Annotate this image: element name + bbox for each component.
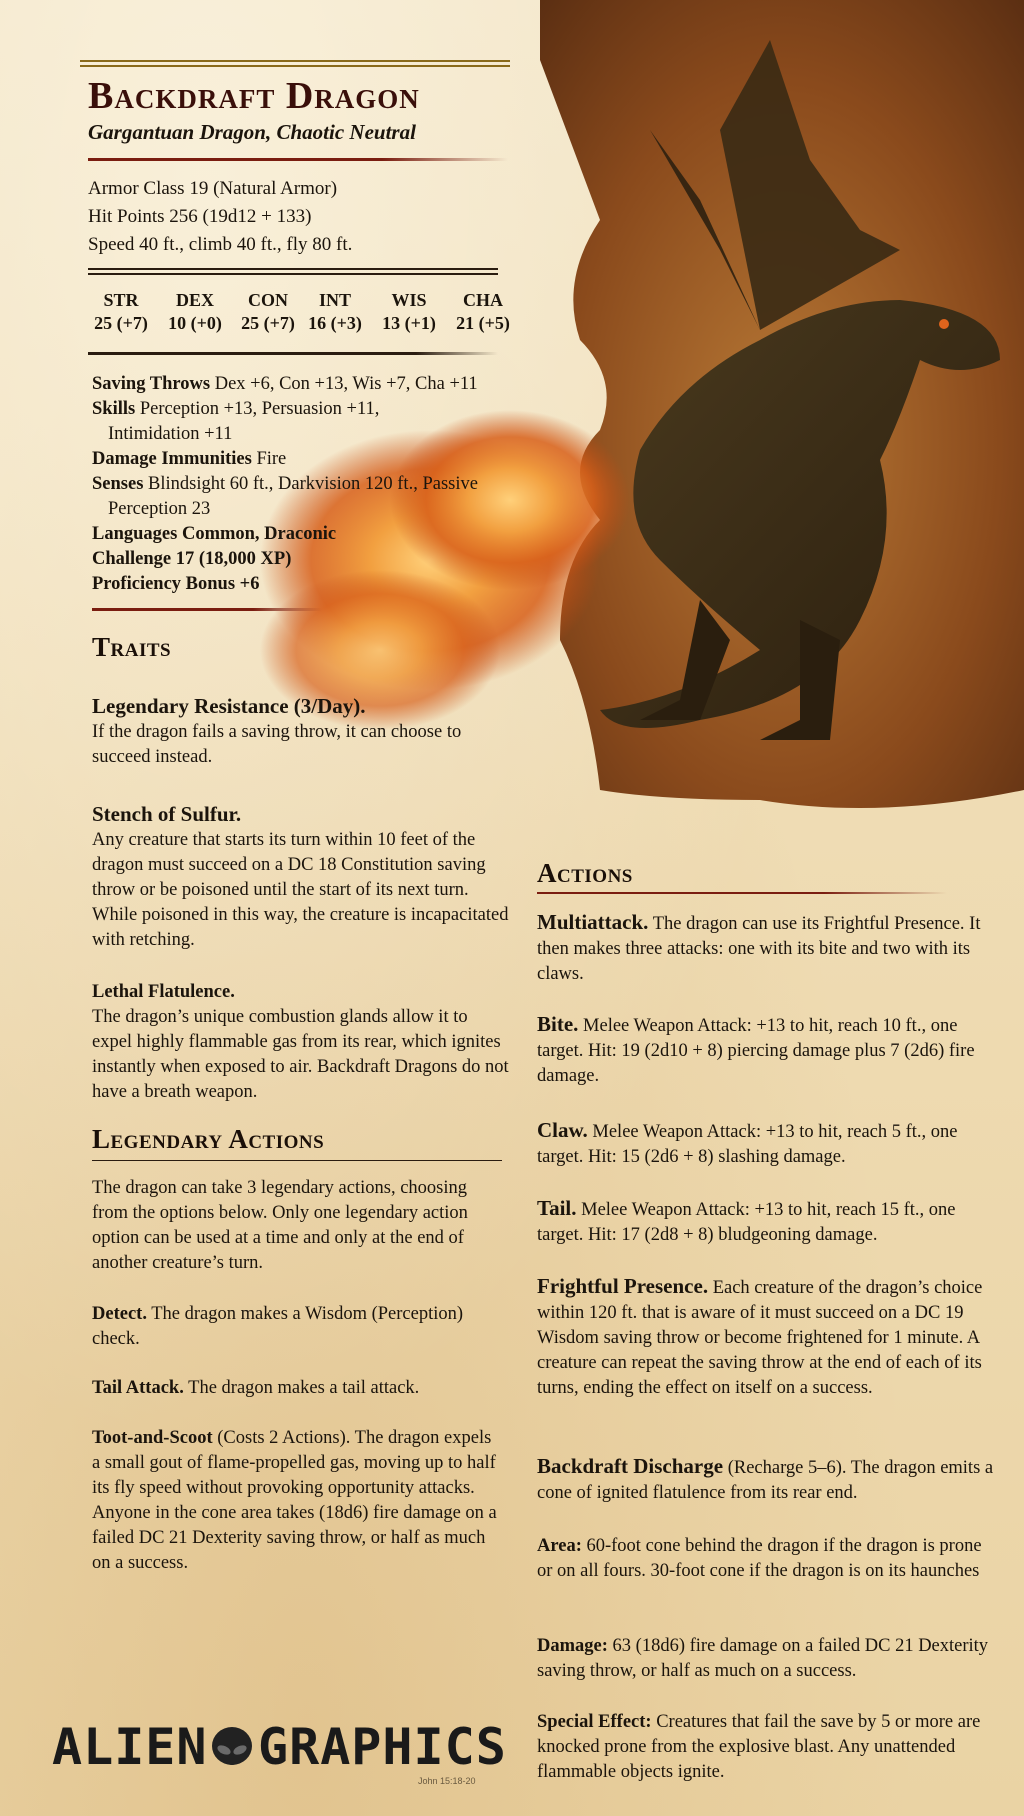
trait-name: Stench of Sulfur. [92,802,242,826]
alien-head-icon [210,1726,254,1776]
action-bite [537,1012,997,1089]
ability-rule-bottom [88,352,498,355]
action-name: Damage: [537,1636,608,1656]
traits-heading: Traits [92,632,172,662]
action-text: Melee Weapon Attack: +13 to hit, reach 5 ft., one target. Hit: 15 (2d6 + 8) slashing damage. [537,1122,958,1167]
trait-text: The dragon’s unique combustion glands allow it to expel highly flammable gas from its rear, which ignites instantly when exposed to air. Backdraft Dragons do not have a breath weapon. [92,1007,509,1102]
trait-stench-of-sulfur [92,800,512,953]
legendary-actions-heading: Legendary Actions [92,1124,325,1154]
monster-name: Backdraft Dragon [88,75,420,117]
action-text: (Recharge 5–6). The dragon emits a cone of ignited flatulence from its rear end. [537,1458,994,1503]
ability-value: 21 (+5) [456,313,510,333]
action-multiattack [537,910,997,987]
action-frightful-presence [537,1274,997,1401]
trait-lethal-flatulence [92,980,512,1105]
actions-rule [537,892,947,894]
legendary-name: Tail Attack. [92,1378,184,1398]
legendary-text: The dragon makes a tail attack. [188,1378,420,1398]
action-text: Melee Weapon Attack: +13 to hit, reach 10 ft., one target. Hit: 19 (2d10 + 8) piercing damage plus 7 (2d6) fire damage. [537,1016,975,1086]
damage-immunities [92,447,542,472]
action-name: Special Effect: [537,1712,652,1732]
header-rule-top [80,60,510,67]
action-name: Bite. [537,1012,579,1036]
skills-label: Skills [92,399,136,419]
action-text: Melee Weapon Attack: +13 to hit, reach 15 ft., one target. Hit: 17 (2d8 + 8) bludgeoning damage. [537,1200,956,1245]
ability-label: CHA [463,290,503,310]
action-text: The dragon can use its Frightful Presence. It then makes three attacks: one with its bite and two with its claws. [537,914,981,984]
saving-throws-value: Dex +6, Con +13, Wis +7, Cha +11 [214,374,478,394]
legendary-text: (Costs 2 Actions). The dragon expels a small gout of flame-propelled gas, moving up to half its fly speed without provoking opportunity attacks. Anyone in the cone area takes (18d6) fire damage on a failed DC 21 Dexterity saving throw, or half as much on a success. [92,1428,497,1573]
action-name: Frightful Presence. [537,1274,709,1298]
action-name: Claw. [537,1118,588,1142]
logo-credit: John 15:18-20 [418,1776,476,1786]
action-text: Each creature of the dragon’s choice within 120 ft. that is aware of it must succeed on a DC 19 Wisdom saving throw or become frightened for 1 minute. A creature can repeat the saving throw at the end of each of its turns, ending the effect on itself on a success. [537,1278,983,1398]
legendary-tail-attack [92,1376,512,1401]
action-text: Creatures that fail the save by 5 or more are knocked prone from the explosive blast. Any unattended flammable objects ignite. [537,1712,981,1782]
action-name: Backdraft Discharge [537,1454,724,1478]
action-tail [537,1196,997,1248]
ability-label: DEX [175,290,214,310]
ability-int [298,290,372,334]
action-name: Area: [537,1536,582,1556]
saving-throws [92,372,542,397]
action-special-effect [537,1710,997,1785]
damage-immunities-value: Fire [256,449,287,469]
action-text: 63 (18d6) fire damage on a failed DC 21 Dexterity saving throw, or half as much on a success. [537,1636,989,1681]
ability-cha [446,290,520,334]
action-area [537,1534,997,1584]
trait-text: Any creature that starts its turn within 10 feet of the dragon must succeed on a DC 18 Constitution saving throw or be poisoned until the start of its next turn. While poisoned in this way, the creature is incapacitated with retching. [92,830,509,950]
ability-value: 10 (+0) [168,313,222,333]
legendary-name: Detect. [92,1304,147,1324]
logo-text-right: GRAPHICS [258,1718,507,1776]
armor-class: Armor Class 19 (Natural Armor) [88,178,338,199]
senses-label: Senses [92,474,144,494]
ability-con [231,290,305,334]
action-claw [537,1118,997,1170]
ability-label: INT [318,290,351,310]
ability-value: 13 (+1) [382,313,436,333]
monster-type: Gargantuan Dragon, Chaotic Neutral [88,120,416,144]
ability-rule-top [88,268,498,275]
logo-text-left: ALIEN [52,1718,208,1776]
skills-value: Perception +13, Persuasion +11, Intimidation +11 [108,399,380,444]
action-name: Tail. [537,1196,577,1220]
alien-graphics-logo [52,1718,507,1788]
ability-label: STR [103,290,139,310]
legendary-intro: The dragon can take 3 legendary actions, choosing from the options below. Only one legendary action option can be used at a time and only at the end of another creature’s turn. [92,1178,468,1273]
ability-label: CON [248,290,288,310]
legendary-actions-rule [92,1160,502,1161]
proficiency-bonus: Proficiency Bonus +6 [92,574,260,594]
legendary-text: The dragon makes a Wisdom (Perception) check. [92,1304,464,1349]
action-name: Multiattack. [537,910,649,934]
ability-value: 25 (+7) [241,313,295,333]
ability-label: WIS [391,290,427,310]
header-rule-bottom [88,158,508,161]
senses-value: Blindsight 60 ft., Darkvision 120 ft., Passive Perception 23 [108,474,478,519]
trait-legendary-resistance [92,692,512,770]
ability-value: 16 (+3) [308,313,362,333]
ability-value: 25 (+7) [94,313,148,333]
legendary-detect [92,1302,492,1352]
challenge: Challenge 17 (18,000 XP) [92,549,292,569]
saving-throws-label: Saving Throws [92,374,211,394]
hit-points: Hit Points 256 (19d12 + 133) [88,206,312,227]
action-damage [537,1634,997,1684]
speed: Speed 40 ft., climb 40 ft., fly 80 ft. [88,234,353,255]
details-rule-bottom [92,608,322,611]
trait-name: Lethal Flatulence. [92,982,235,1002]
damage-immunities-label: Damage Immunities [92,449,252,469]
action-backdraft-discharge [537,1454,997,1506]
legendary-toot-and-scoot [92,1426,502,1576]
languages: Languages Common, Draconic [92,524,337,544]
ability-str [84,290,158,334]
senses [92,472,508,522]
skills [92,397,448,447]
ability-dex [158,290,232,334]
legendary-name: Toot-and-Scoot [92,1428,213,1448]
action-text: 60-foot cone behind the dragon if the dragon is prone or on all fours. 30-foot cone if the dragon is on its haunches [537,1536,982,1581]
trait-text: If the dragon fails a saving throw, it can choose to succeed instead. [92,722,462,767]
ability-wis [372,290,446,334]
actions-heading: Actions [537,858,633,888]
trait-name: Legendary Resistance (3/Day). [92,694,366,718]
details-block [92,372,542,597]
